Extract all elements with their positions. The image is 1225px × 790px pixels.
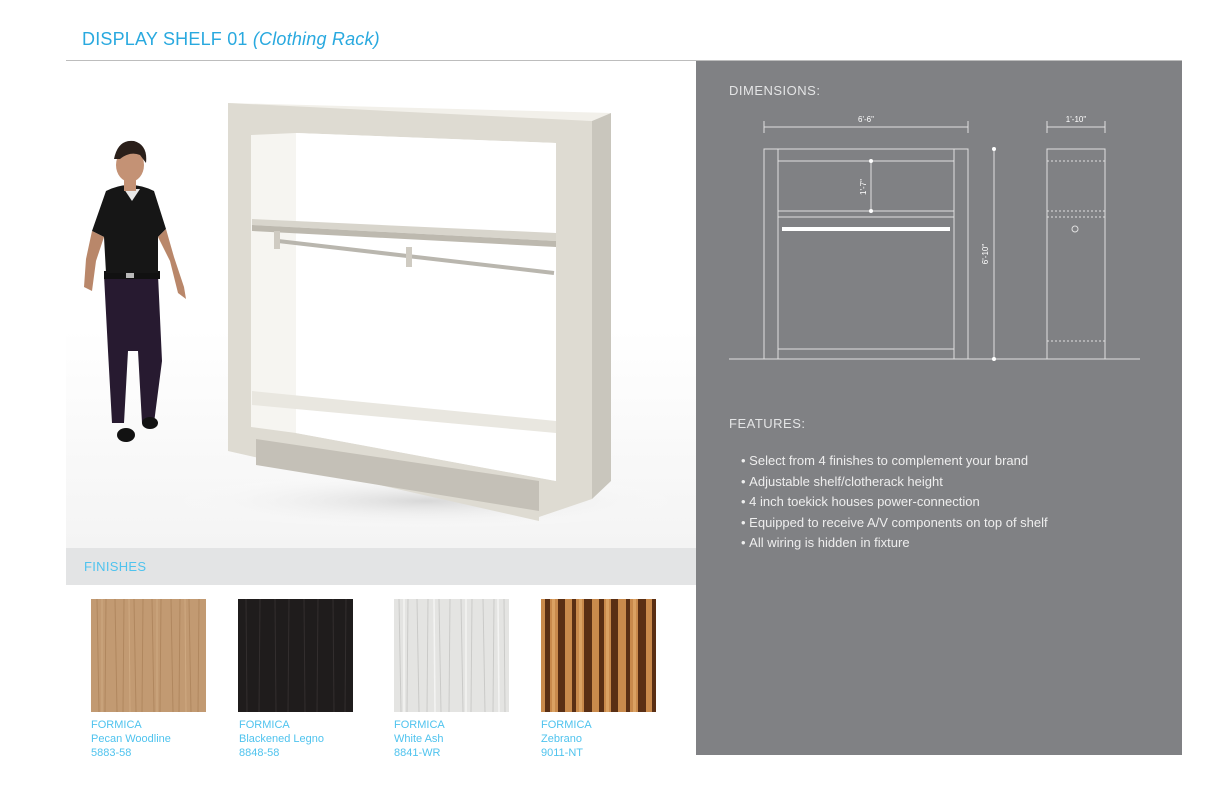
product-render — [66, 61, 696, 548]
feature-item: • Adjustable shelf/clotherack height — [741, 472, 1048, 493]
height-dim-label: 6'-10" — [981, 243, 990, 265]
dim-dot — [869, 159, 873, 163]
dimension-drawing — [696, 61, 1182, 381]
swatch-brand: FORMICA — [239, 719, 290, 731]
swatch-caption-pecan — [91, 718, 171, 760]
page-title — [82, 29, 380, 50]
side-rod-circle — [1072, 226, 1078, 232]
swatch-white-ash — [394, 599, 509, 712]
person-legs — [104, 275, 162, 423]
shelf-gap-dim-label: 1'-7" — [859, 179, 868, 195]
swatch-blackened-legno — [238, 599, 353, 712]
swatch-brand: FORMICA — [541, 719, 592, 731]
shelf-inner-left — [251, 133, 296, 433]
title-subtitle: (Clothing Rack) — [252, 29, 380, 49]
feature-item: • All wiring is hidden in fixture — [741, 533, 1048, 554]
swatch-caption-legno — [239, 718, 324, 760]
finishes-heading: FINISHES — [84, 559, 147, 574]
shelf-right-side — [592, 113, 611, 499]
dimensions-heading: DIMENSIONS: — [729, 83, 821, 98]
person-arm-left — [84, 231, 104, 291]
swatch-code: 8841-WR — [394, 747, 441, 759]
swatch-name: Blackened Legno — [239, 733, 325, 745]
swatch-code: 8848-58 — [239, 747, 280, 759]
person-neck — [124, 179, 136, 191]
rod-support-center — [406, 247, 412, 267]
product-illustration — [66, 61, 696, 548]
person-shoe-left — [117, 428, 135, 442]
dim-dot — [992, 147, 996, 151]
width-dim-label: 6'-6" — [858, 115, 874, 124]
swatch-code: 9011-NT — [541, 747, 583, 759]
feature-item: • Equipped to receive A/V components on top of shelf — [741, 513, 1048, 534]
title-main: DISPLAY SHELF 01 — [82, 29, 248, 49]
swatch-pecan-woodline — [91, 599, 206, 712]
display-shelf — [228, 103, 611, 521]
swatch-texture — [541, 599, 656, 712]
swatch-caption-white-ash — [394, 718, 445, 760]
front-rod — [782, 227, 950, 231]
side-elevation-outline — [1047, 149, 1105, 359]
feature-item: • 4 inch toekick houses power-connection — [741, 492, 1048, 513]
dim-dot — [992, 357, 996, 361]
finishes-header-bar — [66, 548, 696, 585]
swatch-brand: FORMICA — [91, 719, 142, 731]
depth-dim-label: 1'-10" — [1065, 115, 1087, 124]
features-heading: FEATURES: — [729, 416, 806, 431]
swatch-code: 5883-58 — [91, 747, 132, 759]
person-figure — [84, 141, 186, 442]
person-arm-right — [158, 229, 186, 299]
swatch-texture — [91, 599, 206, 712]
swatch-name: Zebrano — [541, 733, 582, 745]
features-list — [741, 451, 1048, 554]
swatch-texture — [238, 599, 353, 712]
swatch-name: Pecan Woodline — [91, 733, 171, 745]
person-shirt — [92, 185, 166, 273]
feature-item: • Select from 4 finishes to complement your brand — [741, 451, 1048, 472]
person-shoe-right — [142, 417, 158, 429]
swatch-caption-zebrano — [541, 718, 592, 760]
swatch-brand: FORMICA — [394, 719, 445, 731]
spec-panel — [696, 61, 1182, 755]
swatch-texture — [394, 599, 509, 712]
dim-dot — [869, 209, 873, 213]
rod-support-left — [274, 231, 280, 249]
swatch-name: White Ash — [394, 733, 444, 745]
swatch-zebrano — [541, 599, 656, 712]
